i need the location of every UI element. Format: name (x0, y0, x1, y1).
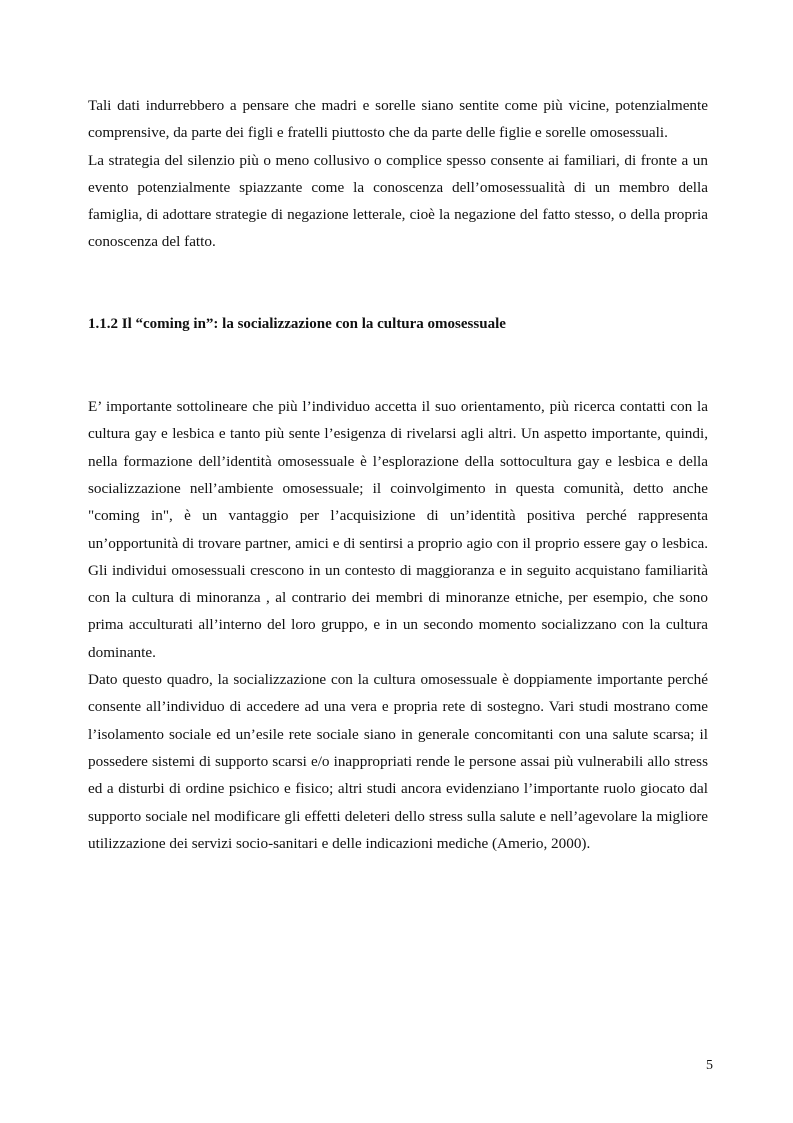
spacer (88, 338, 708, 393)
section-heading: 1.1.2 Il “coming in”: la socializzazione con la cultura omosessuale (88, 315, 506, 332)
paragraph-section-1: E’ importante sottolineare che più l’individuo accetta il suo orientamento, più ricerca contatti con la cultura gay e lesbica e tanto più sente l’esigenza di rivelarsi agli altri. Un aspetto importante, quindi, nella formazione dell’identità omosessuale è l’esplorazione della sottocultura gay e lesbica e della socializzazione nell’ambiente omosessuale; il coinvolgimento in questa comunità, detto anche "coming in", è un vantaggio per l’acquisizione di un’identità positiva perché rappresenta un’opportunità di trovare partner, amici e di sentirsi a proprio agio con il proprio essere gay o lesbica. Gli individui omosessuali crescono in un contesto di maggioranza e in seguito acquistano familiarità con la cultura di minoranza , al contrario dei membri di minoranze etniche, per esempio, che sono prima acculturati all’interno del loro gruppo, e in un secondo momento socializzano con la cultura dominante. (88, 398, 708, 661)
page-number: 5 (706, 1058, 713, 1073)
spacer (88, 256, 708, 311)
paragraph-intro-2: La strategia del silenzio più o meno collusivo o complice spesso consente ai familiari, di fronte a un evento potenzialmente spiazzante come la conoscenza dell’omosessualità di un membro della famiglia, di adottare strategie di negazione letterale, cioè la negazione del fatto stesso, o della propria conoscenza del fatto. (88, 151, 708, 251)
page-body (88, 92, 708, 857)
paragraph-intro-1: Tali dati indurrebbero a pensare che madri e sorelle siano sentite come più vicine, potenzialmente comprensive, da parte dei figli e fratelli piuttosto che da parte delle figlie e sorelle omosessuali. (88, 97, 708, 142)
paragraph-section-2: Dato questo quadro, la socializzazione con la cultura omosessuale è doppiamente importante perché consente all’individuo di accedere ad una vera e propria rete di sostegno. Vari studi mostrano come l’isolamento sociale ed un’esile rete sociale siano in generale concomitanti con una salute scarsa; il possedere sistemi di supporto scarsi e/o inappropriati rende le persone assai più vulnerabili allo stress ed a disturbi di ordine psichico e fisico; altri studi ancora evidenziano l’importante ruolo giocato dal supporto sociale nel modificare gli effetti deleteri dello stress sulla salute e nell’agevolare la migliore utilizzazione dei servizi socio-sanitari e delle indicazioni mediche (Amerio, 2000). (88, 671, 708, 852)
